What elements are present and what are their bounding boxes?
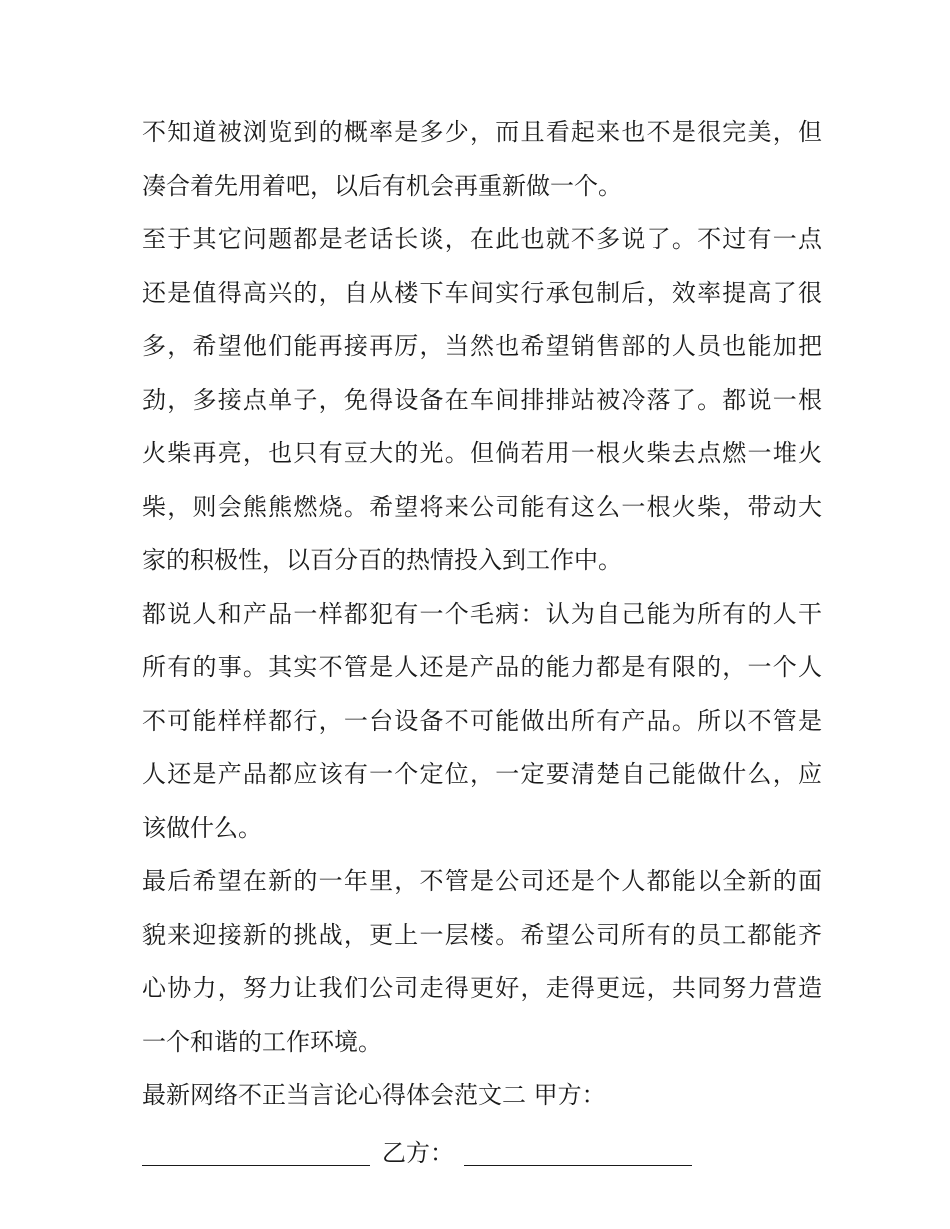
text-line-11: 所有的事。其实不管是人还是产品的能力都是有限的，一个人 [142,653,822,681]
text-line-19: 最新网络不正当言论心得体会范文二 甲方： [142,1081,606,1109]
text-line-17: 心协力，努力让我们公司走得更好，走得更远，共同努力营造 [142,974,822,1002]
text-line-7: 火柴再亮，也只有豆大的光。但倘若用一根火柴去点燃一堆火 [142,439,822,467]
text-line-15: 最后希望在新的一年里，不管是公司还是个人都能以全新的面 [142,867,822,895]
text-line-1: 不知道被浏览到的概率是多少，而且看起来也不是很完美，但 [142,118,822,146]
text-line-10: 都说人和产品一样都犯有一个毛病：认为自己能为所有的人干 [142,599,822,628]
text-line-18: 一个和谐的工作环境。 [142,1027,382,1056]
party-a-blank [142,1164,370,1166]
text-line-8: 柴，则会熊熊燃烧。希望将来公司能有这么一根火柴，带动大 [142,492,822,521]
text-line-13: 人还是产品都应该有一个定位，一定要清楚自己能做什么，应 [142,760,822,788]
party-b-label: 乙方： [382,1138,454,1167]
text-line-16: 貌来迎接新的挑战，更上一层楼。希望公司所有的员工都能齐 [142,920,822,949]
text-line-4: 还是值得高兴的，自从楼下车间实行承包制后，效率提高了很 [142,278,822,307]
text-line-2: 凑合着先用着吧，以后有机会再重新做一个。 [142,171,622,200]
text-line-9: 家的积极性，以百分百的热情投入到工作中。 [142,546,622,574]
text-line-14: 该做什么。 [142,813,262,842]
party-b-blank [464,1164,692,1166]
document-body [142,106,822,1183]
text-line-5: 多，希望他们能再接再厉，当然也希望销售部的人员也能加把 [142,332,822,360]
signature-line [142,1123,822,1183]
text-line-3: 至于其它问题都是老话长谈，在此也就不多说了。不过有一点 [142,225,822,253]
text-line-12: 不可能样样都行，一台设备不可能做出所有产品。所以不管是 [142,706,822,735]
text-line-6: 劲，多接点单子，免得设备在车间排排站被冷落了。都说一根 [142,385,822,414]
